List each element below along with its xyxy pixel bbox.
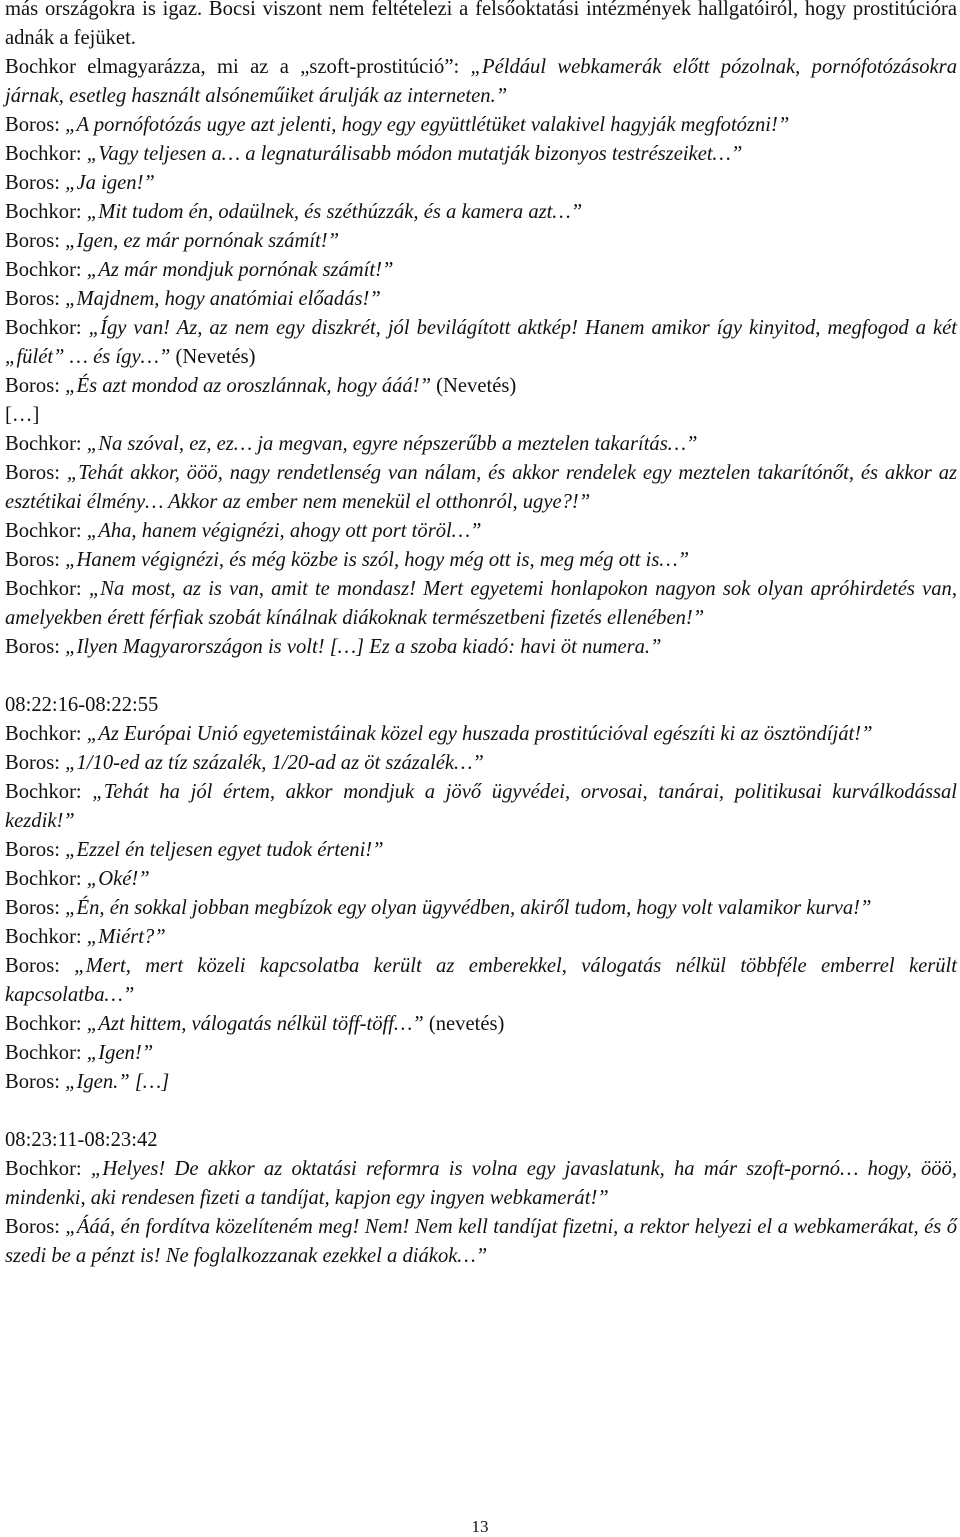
quoted-speech: „Tehát ha jól értem, akkor mondjuk a jövő ügyvédei, orvosai, tanárai, politikusai kurválkodással kezdik!” xyxy=(5,781,957,832)
plain-text: Boros: xyxy=(5,288,66,310)
plain-text: Boros: xyxy=(5,462,67,484)
transcript-paragraph xyxy=(5,372,957,401)
quoted-speech: „Hanem végignézi, és még közbe is szól, hogy még ott is, meg még ott is…” xyxy=(65,549,690,571)
plain-text: Boros: xyxy=(5,636,66,658)
transcript-paragraph xyxy=(5,459,957,517)
plain-text: Bochkor: xyxy=(5,723,87,745)
plain-text: Bochkor: xyxy=(5,317,89,339)
quoted-speech: „Például webkamerák előtt pózolnak, pornófotózásokra járnak, esetleg használt alsóneműiket árulják az interneten.” xyxy=(5,56,957,107)
blank-line xyxy=(5,662,957,691)
plain-text: 08:22:16-08:22:55 xyxy=(5,694,159,716)
plain-text: Boros: xyxy=(5,172,66,194)
timestamp xyxy=(5,1126,957,1155)
transcript-paragraph xyxy=(5,53,957,111)
plain-text: Bochkor: xyxy=(5,868,87,890)
transcript-paragraph xyxy=(5,1155,957,1213)
transcript-paragraph xyxy=(5,633,957,662)
quoted-speech: „Az Európai Unió egyetemistáinak közel egy huszada prostitúcióval egészíti ki az ösztöndíját!” xyxy=(86,723,873,745)
transcript-paragraph xyxy=(5,836,957,865)
quoted-speech: „Mit tudom én, odaülnek, és széthúzzák, és a kamera azt…” xyxy=(86,201,583,223)
transcript-paragraph xyxy=(5,749,957,778)
quoted-speech: „Ezzel én teljesen egyet tudok érteni!” xyxy=(65,839,384,861)
transcript-paragraph xyxy=(5,140,957,169)
transcript-paragraph xyxy=(5,778,957,836)
plain-text: Boros: xyxy=(5,752,66,774)
quoted-speech: „Ááá, én fordítva közelíteném meg! Nem! Nem kell tandíjat fizetni, a rektor helyezi el a webkamerákat, és ő szedi be a pénzt is! Ne foglalkozzanak ezekkel a diákok…” xyxy=(5,1216,957,1267)
quoted-speech: „Vagy teljesen a… a legnaturálisabb módon mutatják bizonyos testrészeiket…” xyxy=(86,143,743,165)
page-number: 13 xyxy=(471,1517,489,1536)
transcript-paragraph xyxy=(5,111,957,140)
transcript-paragraph xyxy=(5,865,957,894)
quoted-speech: „Aha, hanem végignézi, ahogy ott port töröl…” xyxy=(86,520,482,542)
quoted-speech: „Így van! Az, az nem egy diszkrét, jól bevilágított aktkép! Hanem amikor így kinyitod, megfogod a két „fülét” … és így…” xyxy=(5,317,957,368)
plain-text: Bochkor elmagyarázza, mi az a „szoft-prostitúció”: xyxy=(5,56,471,78)
plain-text: Boros: xyxy=(5,549,66,571)
transcript-paragraph xyxy=(5,227,957,256)
transcript-paragraph xyxy=(5,952,957,1010)
plain-text: Boros: xyxy=(5,1216,66,1238)
transcript-paragraph xyxy=(5,198,957,227)
plain-text: Bochkor: xyxy=(5,781,93,803)
quoted-speech: „1/10-ed az tíz százalék, 1/20-ad az öt százalék…” xyxy=(65,752,484,774)
plain-text: Bochkor: xyxy=(5,259,87,281)
transcript-paragraph xyxy=(5,1039,957,1068)
transcript-paragraph xyxy=(5,575,957,633)
timestamp xyxy=(5,691,957,720)
quoted-speech: „És azt mondod az oroszlánnak, hogy ááá!” xyxy=(65,375,432,397)
transcript-paragraph xyxy=(5,1010,957,1039)
plain-text: Bochkor: xyxy=(5,1158,91,1180)
transcript-paragraph xyxy=(5,285,957,314)
quoted-speech: „Na most, az is van, amit te mondasz! Mert egyetemi honlapokon nagyon sok olyan apróhirdetés van, amelyekben érett férfiak szobát kínálnak diákoknak természetbeni fizetés ellenében!” xyxy=(5,578,957,629)
plain-text: (Nevetés) xyxy=(170,346,256,368)
quoted-speech: „Na szóval, ez, ez… ja megvan, egyre népszerűbb a meztelen takarítás…” xyxy=(86,433,698,455)
plain-text: […] xyxy=(5,404,40,426)
plain-text: Bochkor: xyxy=(5,520,87,542)
transcript-paragraph xyxy=(5,401,957,430)
plain-text: Bochkor: xyxy=(5,201,87,223)
plain-text: (nevetés) xyxy=(423,1013,505,1035)
transcript-paragraph xyxy=(5,517,957,546)
transcript-paragraph xyxy=(5,169,957,198)
transcript-paragraph xyxy=(5,0,957,53)
transcript-paragraph xyxy=(5,923,957,952)
quoted-speech: „Ja igen!” xyxy=(65,172,155,194)
quoted-speech: „Helyes! De akkor az oktatási reformra is volna egy javaslatunk, ha már szoft-pornó… hogy, ööö, mindenki, aki rendesen fizeti a tandíjat, kapjon egy ingyen webkamerát!” xyxy=(5,1158,957,1209)
quoted-speech: „Én, én sokkal jobban megbízok egy olyan ügyvédben, akiről tudom, hogy volt valamikor kurva!” xyxy=(65,897,872,919)
plain-text: Boros: xyxy=(5,1071,66,1093)
quoted-speech: „Ilyen Magyarországon is volt! […] Ez a szoba kiadó: havi öt numera.” xyxy=(65,636,662,658)
plain-text: 08:23:11-08:23:42 xyxy=(5,1129,158,1151)
quoted-speech: „Igen, ez már pornónak számít!” xyxy=(65,230,340,252)
plain-text: Bochkor: xyxy=(5,578,89,600)
transcript-paragraph xyxy=(5,1213,957,1271)
plain-text: Boros: xyxy=(5,114,66,136)
transcript-body xyxy=(5,0,957,1271)
plain-text: Boros: xyxy=(5,375,66,397)
transcript-paragraph xyxy=(5,1068,957,1097)
plain-text: más országokra is igaz. Bocsi viszont nem feltételezi a felsőoktatási intézmények hallgatóiról, hogy prostitúcióra adnák a fejüket. xyxy=(5,0,957,49)
quoted-speech: „Mert, mert közeli kapcsolatba került az emberekkel, válogatás nélkül többféle emberrel került kapcsolatba…” xyxy=(5,955,957,1006)
quoted-speech: „Oké!” xyxy=(86,868,150,890)
plain-text: Bochkor: xyxy=(5,1013,87,1035)
quoted-speech: „Az már mondjuk pornónak számít!” xyxy=(86,259,394,281)
quoted-speech: „Igen!” xyxy=(86,1042,154,1064)
quoted-speech: „Tehát akkor, ööö, nagy rendetlenség van nálam, és akkor rendelek egy meztelen takarítónőt, és akkor az esztétikai élmény… Akkor az ember nem menekül el otthonról, ugye?!” xyxy=(5,462,957,513)
plain-text: Bochkor: xyxy=(5,143,87,165)
blank-line xyxy=(5,1097,957,1126)
quoted-speech: „Miért?” xyxy=(86,926,166,948)
transcript-paragraph xyxy=(5,894,957,923)
transcript-paragraph xyxy=(5,430,957,459)
plain-text: Boros: xyxy=(5,230,66,252)
quoted-speech: „Majdnem, hogy anatómiai előadás!” xyxy=(65,288,381,310)
quoted-speech: „Azt hittem, válogatás nélkül töff-töff…” xyxy=(86,1013,424,1035)
plain-text: Bochkor: xyxy=(5,1042,87,1064)
plain-text: Boros: xyxy=(5,955,75,977)
plain-text: Boros: xyxy=(5,897,66,919)
quoted-speech: „Igen.” […] xyxy=(65,1071,170,1093)
transcript-paragraph xyxy=(5,256,957,285)
transcript-paragraph xyxy=(5,720,957,749)
transcript-paragraph xyxy=(5,546,957,575)
transcript-paragraph xyxy=(5,314,957,372)
quoted-speech: „A pornófotózás ugye azt jelenti, hogy egy együttlétüket valakivel hagyják megfotózni!” xyxy=(65,114,790,136)
plain-text: Bochkor: xyxy=(5,433,87,455)
plain-text: (Nevetés) xyxy=(431,375,517,397)
plain-text: Bochkor: xyxy=(5,926,87,948)
plain-text: Boros: xyxy=(5,839,66,861)
